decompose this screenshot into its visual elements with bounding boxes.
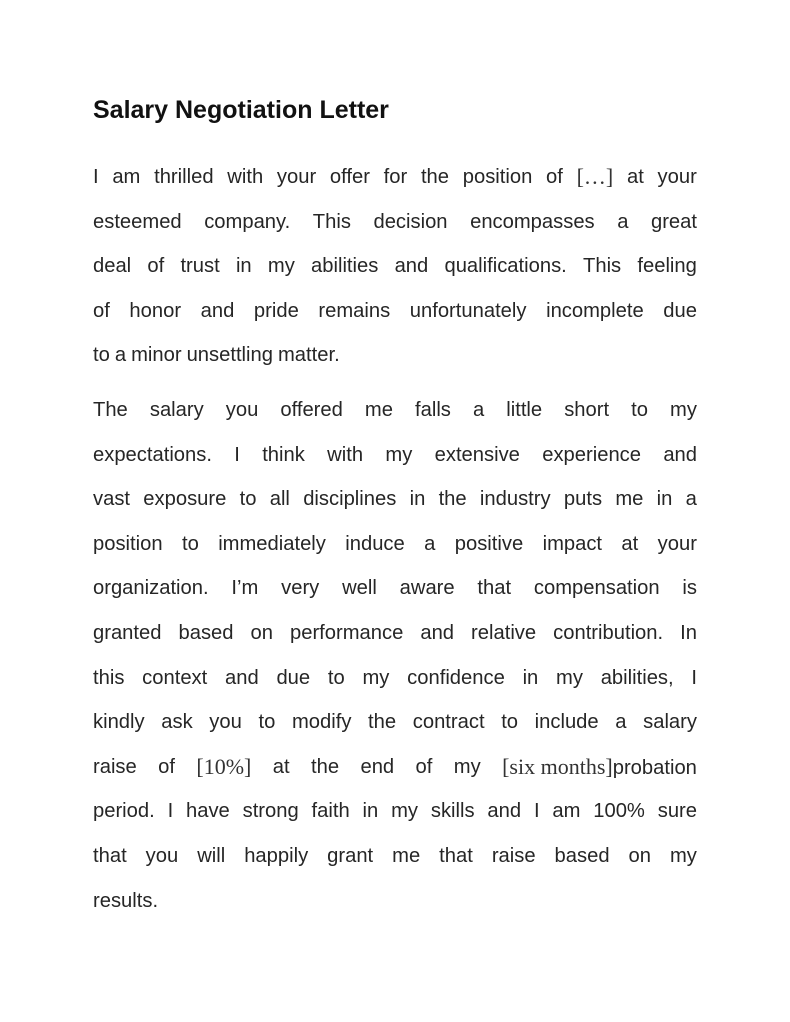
word: pride: [253, 299, 299, 322]
word: results.: [93, 889, 159, 912]
word: raise: [93, 755, 137, 778]
word: that: [477, 577, 512, 600]
word: I: [167, 800, 174, 823]
word: based: [554, 844, 610, 867]
text-line: [93, 566, 697, 611]
word: company.: [204, 210, 291, 233]
word: for: [383, 166, 408, 188]
word: offer: [329, 166, 370, 188]
word: and: [200, 299, 235, 322]
word: thrilled: [154, 166, 214, 188]
word: great: [650, 210, 697, 233]
text-line: [93, 155, 697, 200]
word: abilities,: [600, 666, 674, 689]
word: The: [93, 399, 128, 421]
word: salary: [643, 711, 697, 734]
word: the: [438, 488, 467, 511]
word: to: [258, 711, 276, 734]
word: sure: [657, 800, 697, 823]
text-line: [93, 433, 697, 478]
word: In: [680, 621, 697, 644]
word: extensive: [434, 443, 520, 466]
word: that: [439, 844, 473, 867]
word: due: [663, 299, 697, 322]
word: and: [225, 666, 259, 689]
word: am: [112, 166, 141, 188]
word: happily: [244, 844, 309, 867]
word: encompasses: [470, 210, 595, 233]
word: and: [663, 443, 697, 466]
word: end: [360, 755, 395, 778]
placeholder-text: [10%]: [196, 753, 252, 779]
word: performance: [290, 621, 404, 644]
word: a: [615, 711, 627, 734]
word: honor: [129, 299, 182, 322]
word: vast: [93, 488, 131, 511]
word: your: [276, 166, 317, 188]
word: in: [362, 800, 379, 823]
word: have: [186, 800, 230, 823]
word: disciplines: [303, 488, 397, 511]
word: falls: [415, 399, 451, 421]
text-line: [93, 244, 697, 289]
text-line: [93, 611, 697, 656]
text-line: [93, 477, 697, 522]
word: the: [368, 711, 397, 734]
word: aware: [399, 577, 455, 600]
word: with: [327, 443, 364, 466]
word: me: [364, 399, 393, 421]
text-line: [93, 333, 697, 378]
word: experience: [542, 443, 641, 466]
word: position: [93, 532, 163, 555]
word: raise: [491, 844, 536, 867]
placeholder-text: […]: [576, 164, 614, 189]
word: my: [669, 844, 697, 867]
word: unfortunately: [409, 299, 527, 322]
word: well: [342, 577, 377, 600]
word: is: [682, 577, 697, 600]
word: in: [235, 255, 252, 278]
word: unsettling: [186, 344, 273, 367]
text-line: [93, 745, 697, 790]
word: relative: [471, 621, 537, 644]
word: a: [114, 344, 127, 367]
word: a: [685, 488, 697, 511]
word: based: [178, 621, 234, 644]
word: will: [197, 844, 226, 867]
word: of: [546, 166, 563, 188]
text-line: [93, 789, 697, 834]
word: you: [225, 399, 259, 421]
word: abilities: [311, 255, 379, 278]
word: my: [670, 399, 697, 421]
word: induce: [345, 532, 405, 555]
text-line: [93, 834, 697, 879]
word: in: [409, 488, 426, 511]
word: contract: [412, 711, 485, 734]
document-title: Salary Negotiation Letter: [93, 96, 389, 124]
word: of: [147, 255, 165, 278]
word: This: [312, 210, 351, 233]
word: me: [615, 488, 644, 511]
text-line: [93, 656, 697, 701]
word: I: [533, 800, 540, 823]
word: all: [269, 488, 290, 511]
word: me: [392, 844, 421, 867]
word: incomplete: [546, 299, 644, 322]
placeholder-text: [six months]: [502, 753, 613, 779]
word: my: [362, 666, 390, 689]
word: to: [631, 399, 648, 421]
placeholder-field: [502, 745, 697, 790]
word: feeling: [637, 255, 697, 278]
word: I: [691, 666, 697, 689]
word: compensation: [533, 577, 660, 600]
word: to: [327, 666, 345, 689]
word: to: [93, 344, 110, 367]
text-line: [93, 388, 697, 433]
word: positive: [454, 532, 524, 555]
word: your: [657, 166, 697, 188]
word: a: [617, 210, 629, 233]
word: on: [628, 844, 651, 867]
word: ask: [161, 711, 193, 734]
word: faith: [311, 800, 350, 823]
word: grant: [327, 844, 374, 867]
word: offered: [280, 399, 343, 421]
word: I: [234, 443, 240, 466]
word: puts: [563, 488, 603, 511]
word: expectations.: [93, 443, 212, 466]
text-line: [93, 289, 697, 334]
text-line: [93, 200, 697, 245]
word: in: [656, 488, 673, 511]
word: to: [239, 488, 257, 511]
word: exposure: [143, 488, 227, 511]
word: this: [93, 666, 125, 689]
word: of: [415, 755, 433, 778]
word: trust: [180, 255, 220, 278]
word: at: [272, 755, 290, 778]
word: am: [552, 800, 581, 823]
word: you: [209, 711, 242, 734]
word: and: [394, 255, 429, 278]
text-line: [93, 879, 697, 924]
word: position: [462, 166, 533, 188]
word: skills: [430, 800, 475, 823]
word: confidence: [407, 666, 505, 689]
word: qualifications.: [444, 255, 567, 278]
word: I: [93, 166, 99, 188]
word: impact: [542, 532, 603, 555]
word: at: [626, 166, 644, 188]
word: context: [142, 666, 208, 689]
word: remains: [318, 299, 391, 322]
word: contribution.: [553, 621, 664, 644]
word: of: [158, 755, 175, 778]
word: strong: [242, 800, 299, 823]
word: short: [564, 399, 610, 421]
word: of: [93, 299, 110, 322]
word: modify: [291, 711, 352, 734]
word: matter.: [277, 344, 340, 367]
word: my: [385, 443, 413, 466]
word: very: [281, 577, 320, 600]
word: the: [420, 166, 450, 188]
placeholder-field: [196, 745, 251, 790]
word: organization.: [93, 577, 209, 600]
word: immediately: [218, 532, 326, 555]
word: esteemed: [93, 210, 182, 233]
word: you: [145, 844, 179, 867]
word: my: [391, 800, 419, 823]
text-line: [93, 522, 697, 567]
paragraph-offer-acceptance: [93, 155, 697, 378]
word: a: [472, 399, 485, 421]
word: 100%: [593, 800, 645, 823]
text-line: [93, 700, 697, 745]
word: my: [453, 755, 481, 778]
word: This: [583, 255, 622, 278]
word: granted: [93, 621, 162, 644]
word: the: [311, 755, 340, 778]
word: to: [181, 532, 199, 555]
word: on: [250, 621, 273, 644]
word: I’m: [231, 577, 259, 600]
word: industry: [479, 488, 551, 511]
word: and: [420, 621, 455, 644]
word: period.: [93, 800, 155, 823]
word: decision: [373, 210, 448, 233]
word: include: [534, 711, 599, 734]
word: little: [506, 399, 543, 421]
word: in: [522, 666, 539, 689]
word: my: [556, 666, 583, 689]
word: minor: [131, 344, 182, 367]
word: your: [657, 532, 697, 555]
word: that: [93, 844, 127, 867]
word: probation: [612, 756, 697, 779]
word: and: [487, 800, 522, 823]
word: salary: [149, 399, 204, 421]
paragraph-salary-request: [93, 388, 697, 923]
word: at: [621, 532, 639, 555]
placeholder-field: [577, 155, 614, 200]
word: kindly: [93, 711, 145, 734]
word: my: [267, 255, 295, 278]
word: think: [262, 443, 305, 466]
word: to: [501, 711, 519, 734]
word: with: [227, 166, 264, 188]
word: a: [424, 532, 436, 555]
word: deal: [93, 255, 132, 278]
word: due: [276, 666, 311, 689]
